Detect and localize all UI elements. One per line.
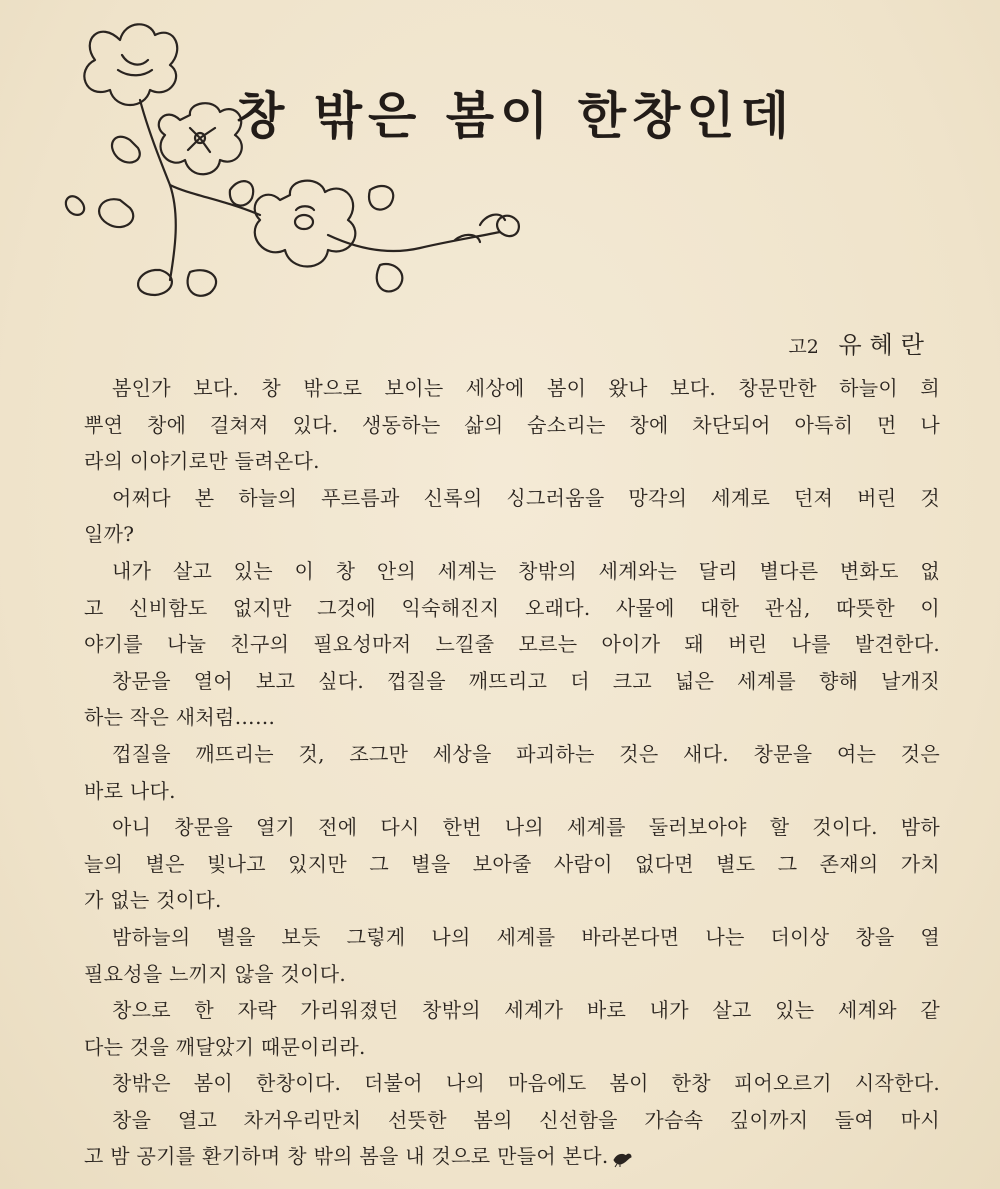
body-line bbox=[84, 663, 940, 700]
body-line bbox=[84, 553, 940, 590]
body-line bbox=[84, 882, 940, 919]
author-name: 유혜란 bbox=[838, 331, 932, 359]
body-line-text: 밤하늘의 별을 보듯 그렇게 나의 세계를 바라본다면 나는 더이상 창을 열 bbox=[112, 924, 940, 949]
body-line-text: 창밖은 봄이 한창이다. 더불어 나의 마음에도 봄이 한창 피어오르기 시작한다. bbox=[112, 1071, 940, 1096]
body-line-text: 야기를 나눌 친구의 필요성마저 느낄줄 모르는 아이가 돼 버린 나를 발견한다. bbox=[84, 632, 940, 657]
body-line bbox=[84, 516, 940, 553]
body-line bbox=[84, 443, 940, 480]
flower-illustration bbox=[60, 10, 520, 310]
body-line-text: 뿌연 창에 걸쳐져 있다. 생동하는 삶의 숨소리는 창에 차단되어 아득히 먼 나 bbox=[84, 412, 940, 437]
body-line-text: 늘의 별은 빛나고 있지만 그 별을 보아줄 사람이 없다면 별도 그 존재의 가치 bbox=[84, 851, 940, 876]
body-line-text: 내가 살고 있는 이 창 안의 세계는 창밖의 세계와는 달리 별다른 변화도 없 bbox=[112, 558, 940, 583]
body-line bbox=[84, 919, 940, 956]
body-line-text: 창문을 열어 보고 싶다. 껍질을 깨뜨리고 더 크고 넓은 세계를 향해 날개짓 bbox=[112, 668, 940, 693]
body-line-text: 가 없는 것이다. bbox=[84, 888, 222, 913]
author-grade: 고2 bbox=[788, 336, 819, 358]
body-line bbox=[84, 846, 940, 883]
body-line bbox=[84, 480, 940, 517]
body-line-text: 바로 나다. bbox=[84, 778, 176, 803]
body-line-text: 어쩌다 본 하늘의 푸르름과 신록의 싱그러움을 망각의 세계로 던져 버린 것 bbox=[112, 485, 940, 510]
body-line bbox=[84, 809, 940, 846]
body-line bbox=[84, 407, 940, 444]
body-line-text: 라의 이야기로만 들려온다. bbox=[84, 449, 320, 474]
body-line bbox=[84, 736, 940, 773]
body-line-text: 하는 작은 새처럼…… bbox=[84, 705, 276, 730]
body-line bbox=[84, 773, 940, 810]
body-line-text: 아니 창문을 열기 전에 다시 한번 나의 세계를 둘러보아야 할 것이다. 밤하 bbox=[112, 815, 940, 840]
body-line-text: 고 신비함도 없지만 그것에 익숙해진지 오래다. 사물에 대한 관심, 따뜻한 이 bbox=[84, 595, 940, 620]
article-body bbox=[84, 370, 940, 1175]
body-line bbox=[84, 1029, 940, 1066]
body-line bbox=[84, 956, 940, 993]
body-line bbox=[84, 1138, 940, 1175]
body-line-text: 다는 것을 깨달았기 때문이리라. bbox=[84, 1034, 366, 1059]
body-line-text: 창을 열고 차거우리만치 선뜻한 봄의 신선함을 가슴속 깊이까지 들여 마시 bbox=[112, 1107, 940, 1132]
bird-ornament-icon bbox=[611, 1148, 633, 1168]
body-line-text: 일까? bbox=[84, 522, 135, 547]
body-line bbox=[84, 1102, 940, 1139]
body-line-text: 고 밤 공기를 환기하며 창 밖의 봄을 내 것으로 만들어 본다. bbox=[84, 1144, 609, 1169]
body-line-text: 껍질을 깨뜨리는 것, 조그만 세상을 파괴하는 것은 새다. 창문을 여는 것은 bbox=[112, 741, 940, 766]
byline bbox=[788, 330, 932, 362]
article-title: 창 밖은 봄이 한창인데 bbox=[236, 86, 795, 145]
body-line bbox=[84, 992, 940, 1029]
body-line-text: 필요성을 느끼지 않을 것이다. bbox=[84, 961, 347, 986]
body-line bbox=[84, 370, 940, 407]
body-line bbox=[84, 1065, 940, 1102]
body-line-text: 창으로 한 자락 가리워졌던 창밖의 세계가 바로 내가 살고 있는 세계와 같 bbox=[112, 998, 940, 1023]
body-line bbox=[84, 699, 940, 736]
body-line-text: 봄인가 보다. 창 밖으로 보이는 세상에 봄이 왔나 보다. 창문만한 하늘이 희 bbox=[112, 376, 940, 400]
body-line bbox=[84, 590, 940, 627]
body-line bbox=[84, 626, 940, 663]
